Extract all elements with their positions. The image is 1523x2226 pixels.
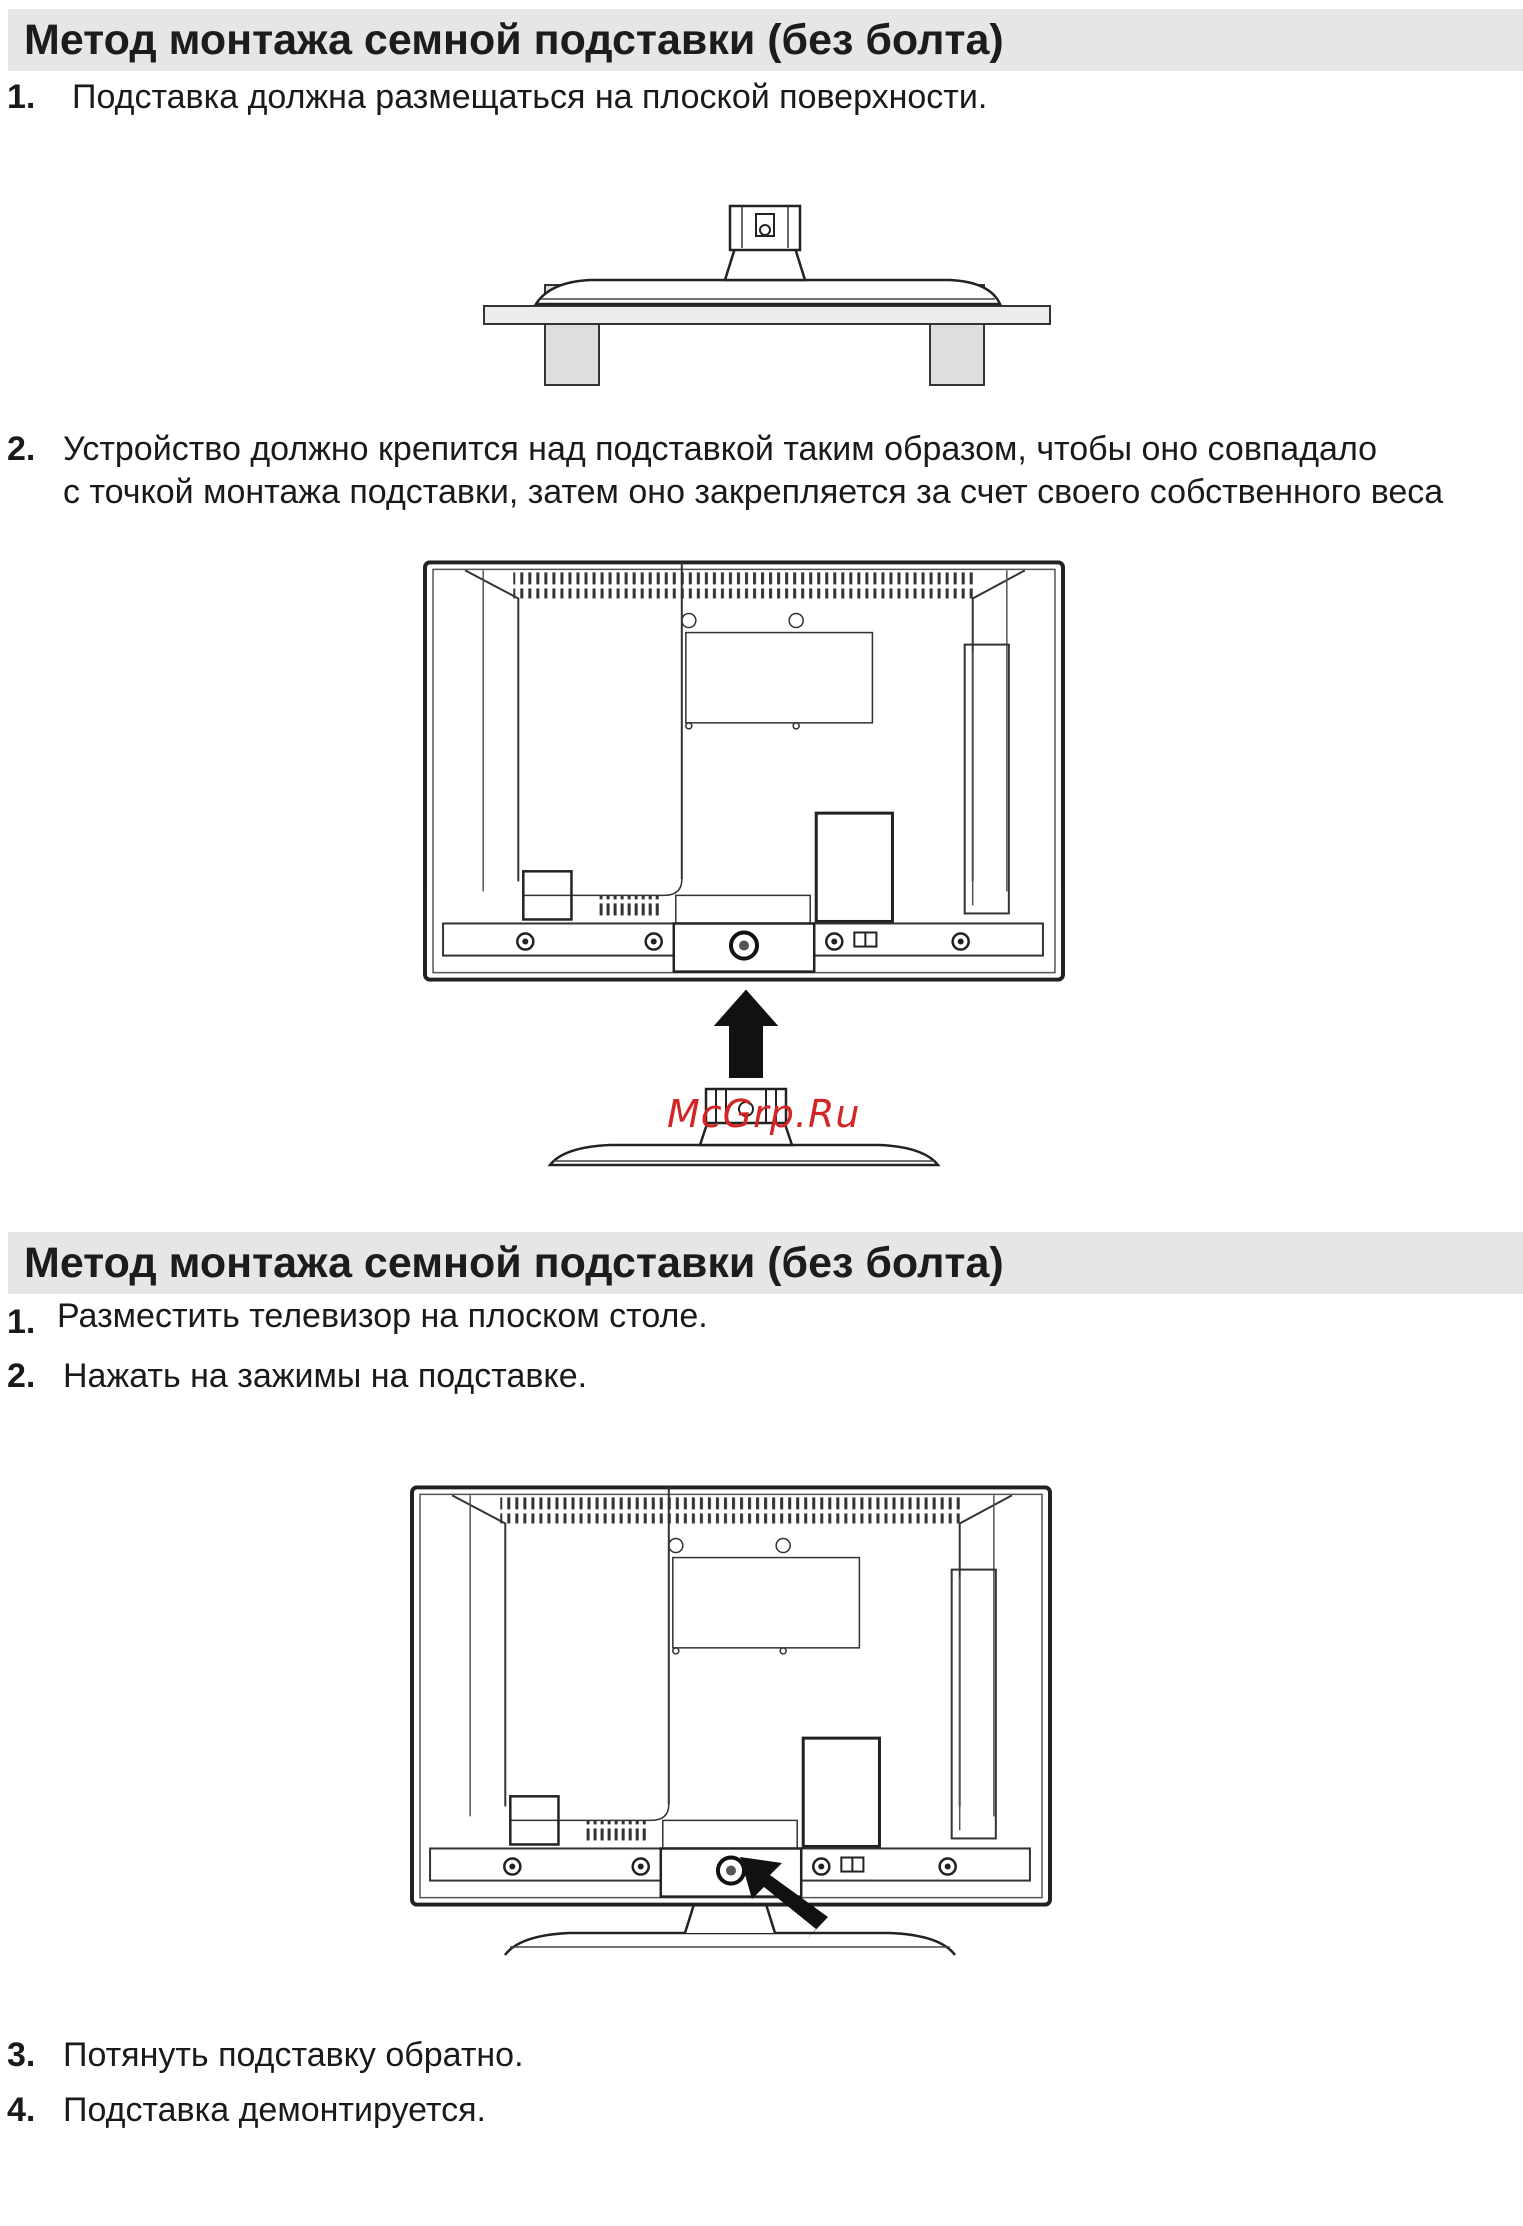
step-number: 1. <box>7 1303 36 1341</box>
section2-step-1 <box>0 1297 1523 1343</box>
step-number: 2. <box>7 1357 36 1395</box>
step-text: Разместить телевизор на плоском столе. <box>57 1297 708 1335</box>
section1-step-2 <box>0 430 1523 474</box>
stand-on-table-illustration <box>480 200 1055 390</box>
step-number: 2. <box>7 430 36 468</box>
section2-step-3 <box>0 2036 1523 2080</box>
step-number: 4. <box>7 2091 36 2129</box>
section2-heading: Метод монтажа семной подставки (без болта) <box>8 1232 1523 1294</box>
tv-release-illustration <box>410 1485 1052 1955</box>
arrow-up-icon <box>716 991 776 1077</box>
step-text: Подставка должна размещаться на плоской поверхности. <box>72 78 988 116</box>
step-number: 1. <box>7 78 36 116</box>
section2-step-2 <box>0 1357 1523 1401</box>
step-text-line2: с точкой монтажа подставки, затем оно закрепляется за счет своего собственного веса <box>63 473 1444 511</box>
section1-step-2-cont <box>0 473 1523 517</box>
section1-heading: Метод монтажа семной подставки (без болта) <box>8 9 1523 71</box>
step-text: Потянуть подставку обратно. <box>63 2036 524 2074</box>
step-text: Подставка демонтируется. <box>63 2091 486 2129</box>
watermark: McGrp.Ru <box>667 1092 861 1136</box>
step-text: Нажать на зажимы на подставке. <box>63 1357 588 1395</box>
step-number: 3. <box>7 2036 36 2074</box>
step-text-line1: Устройство должно крепится над подставкой таким образом, чтобы оно совпадало <box>63 430 1378 468</box>
section1-step-1 <box>0 78 1523 122</box>
stand-attach-illustration <box>540 985 950 1185</box>
tv-back-illustration <box>423 560 1065 982</box>
section2-step-4 <box>0 2091 1523 2135</box>
